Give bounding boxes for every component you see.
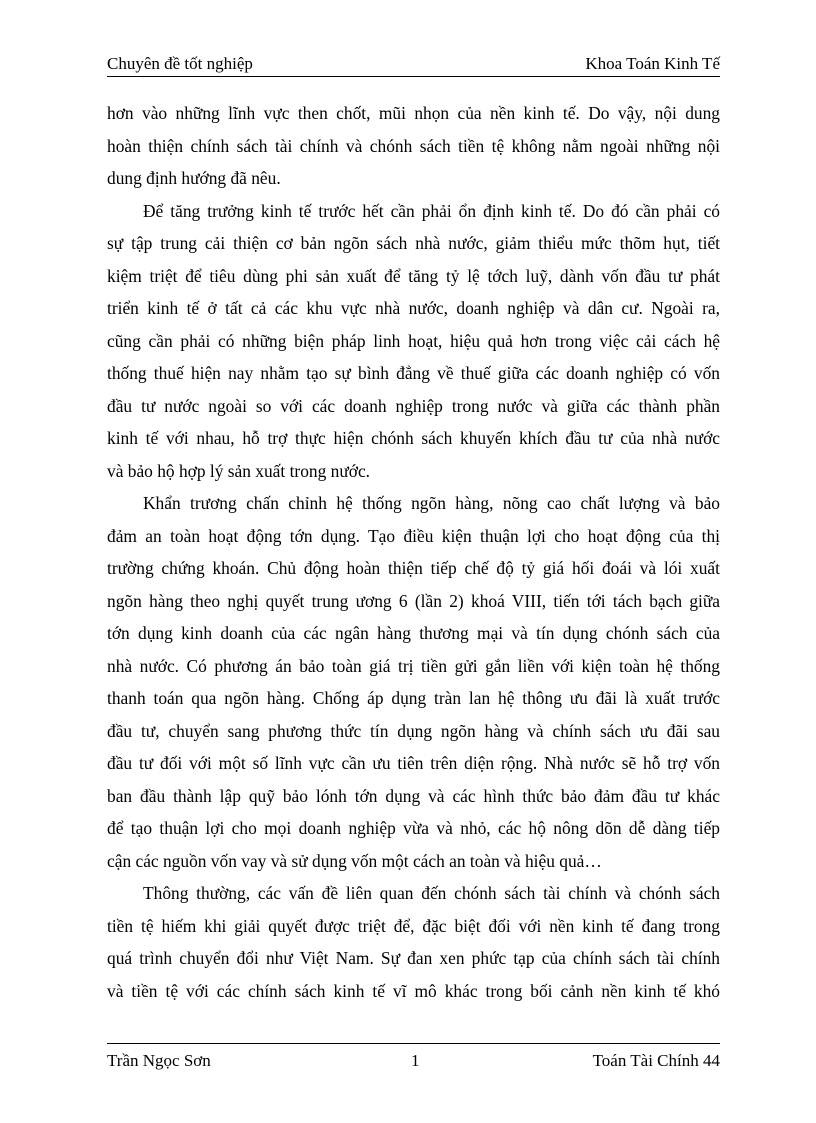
text-line: để tạo thuận lợi cho mọi doanh nghiệp vừa và nhỏ, các hộ nông dõn dễ dàng tiếp (107, 818, 720, 838)
text-line: đảm an toàn hoạt động tớn dụng. Tạo điều kiện thuận lợi cho hoạt động của thị (107, 525, 720, 546)
text-line: Để tăng trưởng kinh tế trước hết cần phải ổn định kinh tế. Do đó cần phải có (143, 200, 720, 221)
page-header (107, 52, 720, 77)
text-line: hơn vào những lĩnh vực then chốt, mũi nhọn của nền kinh tế. Do vậy, nội dung (107, 103, 720, 123)
header-document-type: Chuyên đề tốt nghiệp (107, 54, 253, 73)
text-line: ban đầu thành lập quỹ bảo lónh tớn dụng và các hình thức bảo đảm đầu tư khác (107, 785, 720, 806)
header-faculty: Khoa Toán Kinh Tế (585, 54, 720, 73)
text-line: trường chứng khoán. Chủ động hoàn thiện tiếp chế độ tỷ giá hối đoái và lói xuất (107, 558, 720, 578)
text-line: tớn dụng kinh doanh của các ngân hàng thương mại và tín dụng chónh sách của (107, 623, 720, 643)
text-line: đầu tư, chuyển sang phương thức tín dụng ngõn hàng và chính sách ưu đãi sau (107, 720, 720, 741)
text-line: tiền tệ hiếm khi giải quyết được triệt để, đặc biệt đối với nền kinh tế đang trong (107, 915, 720, 936)
footer-class: Toán Tài Chính 44 (592, 1051, 720, 1070)
paragraph (107, 97, 720, 195)
text-line: thanh toán qua ngõn hàng. Chống áp dụng tràn lan hệ thông ưu đãi là xuất trước (107, 688, 720, 708)
text-line: dung định hướng đã nêu. (107, 168, 281, 188)
text-line: đầu tư nước ngoài so với các doanh nghiệp trong nước và giữa các thành phần (107, 395, 720, 416)
page-footer (107, 1043, 720, 1070)
paragraph (107, 487, 720, 877)
text-line: thống thuế hiện nay nhằm tạo sự bình đẳng về thuế giữa các doanh nghiệp có vốn (107, 363, 720, 383)
text-line: và tiền tệ với các chính sách kinh tế vĩ mô khác trong bối cảnh nền kinh tế khó (107, 980, 720, 1001)
text-line: triển kinh tế ở tất cả các khu vực nhà nước, doanh nghiệp và dân cư. Ngoài ra, (107, 298, 720, 318)
footer-page-number: 1 (411, 1051, 420, 1070)
text-line: quá trình chuyển đổi như Việt Nam. Sự đan xen phức tạp của chính sách tài chính (107, 948, 720, 968)
paragraph (107, 195, 720, 488)
text-line: hoàn thiện chính sách tài chính và chónh sách tiền tệ không nằm ngoài những nội (107, 135, 720, 156)
text-line: ngõn hàng theo nghị quyết trung ương 6 (lần 2) khoá VIII, tiến tới tách bạch giữa (107, 590, 720, 611)
text-line: và bảo hộ hợp lý sản xuất trong nước. (107, 460, 371, 481)
text-line: cận các nguồn vốn vay và sử dụng vốn một cách an toàn và hiệu quả… (107, 850, 602, 871)
text-line: sự tập trung cải thiện cơ bản ngõn sách nhà nước, giảm thiểu mức thõm hụt, tiết (107, 233, 720, 253)
text-line: Khẩn trương chấn chỉnh hệ thống ngõn hàng, nõng cao chất lượng và bảo (143, 493, 720, 513)
text-line: kinh tế với nhau, hỗ trợ thực hiện chónh sách khuyến khích đầu tư của nhà nước (107, 428, 720, 448)
paragraph (107, 877, 720, 1007)
page-body (107, 97, 720, 1007)
text-line: đầu tư đối với một số lĩnh vực cần ưu tiên trên diện rộng. Nhà nước sẽ hỗ trợ vốn (107, 753, 720, 773)
text-line: kiệm triệt để tiêu dùng phi sản xuất để tăng tỷ lệ tớch luỹ, dành vốn đầu tư phát (107, 265, 720, 286)
text-line: cũng cần phải có những biện pháp linh hoạt, hiệu quả hơn trong việc cải cách hệ (107, 330, 720, 351)
footer-author: Trần Ngọc Sơn (107, 1051, 211, 1070)
text-line: Thông thường, các vấn đề liên quan đến chónh sách tài chính và chónh sách (143, 883, 720, 903)
text-line: nhà nước. Có phương án bảo toàn giá trị tiền gửi gắn liền với kiện toàn hệ thống (107, 655, 720, 676)
